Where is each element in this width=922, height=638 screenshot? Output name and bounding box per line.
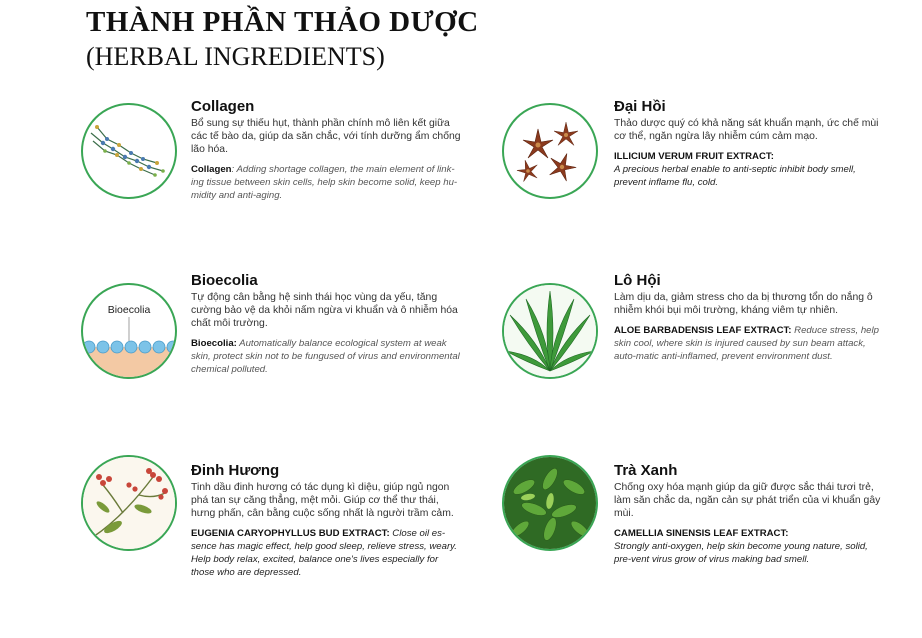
- ingredient-en-label: ILLICIUM VERUM FRUIT EXTRACT:: [614, 151, 774, 162]
- ingredient-en-label: CAMELLIA SINENSIS LEAF EXTRACT:: [614, 528, 789, 539]
- ingredient-dai-hoi: [614, 98, 882, 189]
- ingredient-lo-hoi: [614, 272, 884, 363]
- ingredient-description-vi: Tự động cân bằng hệ sinh thái học vùng da yếu, tăng cường bảo vệ da khỏi nấm ngừa vi khuẩn và ô nhiễm hóa chất môi trường.: [191, 292, 458, 329]
- ingredient-dinh-huong: [191, 462, 459, 579]
- ingredient-description-en: [614, 324, 884, 363]
- bioecolia-skin-icon: [81, 283, 177, 379]
- ingredient-name: Collagen: [191, 98, 255, 115]
- ingredient-collagen: [191, 98, 463, 202]
- ingredient-description-en: [191, 337, 463, 376]
- ingredient-en-text: A precious herbal enable to anti-septic inhibit body smell, prevent inflame flu, cold.: [614, 164, 856, 188]
- ingredient-description-en: [191, 163, 463, 202]
- ingredient-en-label: ALOE BARBADENSIS LEAF EXTRACT:: [614, 325, 792, 336]
- bioecolia-image-label: Bioecolia: [107, 304, 151, 316]
- page-title: THÀNH PHẦN THẢO DƯỢC: [86, 6, 479, 38]
- aloe-vera-icon: [502, 283, 598, 379]
- ingredient-name: Đại Hồi: [614, 98, 666, 115]
- ingredient-name: Lô Hội: [614, 272, 661, 289]
- ingredient-name: Đinh Hương: [191, 462, 280, 479]
- ingredient-en-text: Close oil es-sence has magic effect, help good sleep, relieve stress, weary. Help body relax, excited, balance one's lives especially for those who are depressed.: [191, 528, 457, 578]
- ingredient-en-text: Strongly anti-oxygen, help skin become young nature, solid, pre-vent virus grow of virus making bad smell.: [614, 541, 868, 565]
- star-anise-icon: [502, 103, 598, 199]
- ingredient-en-text: Reduce stress, help skin cool, where skin is injured caused by sun beam attack, auto-matic anti-inflamed, prevent environment dust.: [614, 325, 879, 362]
- ingredient-description-vi: Làm dịu da, giảm stress cho da bị thương tổn do nắng ô nhiễm khói bụi môi trường, kháng viêm tự nhiên.: [614, 292, 873, 316]
- ingredient-description-vi: Tinh dầu đinh hương có tác dụng kì diệu, giúp ngủ ngon phá tan sự căng thẳng, mệt mỏi. Giúp cơ thể thư thái, hưng phấn, cân bằng cuộc sống nhất là người trầm cảm.: [191, 482, 454, 519]
- ingredient-bioecolia: [191, 272, 463, 376]
- ingredient-description-en: [191, 527, 459, 579]
- ingredient-description-vi: Chống oxy hóa mạnh giúp da giữ được sắc thái tươi trẻ, làm săn chắc da, ngăn cản sự phát triển của vi khuẩn gây mùi.: [614, 482, 881, 519]
- ingredient-description-en: [614, 150, 882, 189]
- collagen-molecule-icon: [81, 103, 177, 199]
- ingredient-name: Trà Xanh: [614, 462, 678, 479]
- ingredient-en-text: : Adding shortage collagen, the main element of link-ing tissue between skin cells, help skin become solid, keep hu-midity and anti-aging.: [191, 164, 458, 201]
- clove-flower-icon: [81, 455, 177, 551]
- ingredient-description-vi: Bổ sung sự thiếu hụt, thành phần chính mô liên kết giữa các tế bào da, giúp da săn chắc, với tính dưỡng ẩm chống lão hóa.: [191, 118, 461, 155]
- ingredient-en-label: Collagen: [191, 164, 232, 175]
- green-tea-icon: [502, 455, 598, 551]
- ingredient-en-label: Bioecolia:: [191, 338, 237, 349]
- ingredient-description-en: [614, 527, 884, 566]
- page-subtitle: (HERBAL INGREDIENTS): [86, 42, 385, 71]
- ingredient-description-vi: Thảo dược quý có khả năng sát khuẩn mạnh, ức chế mùi cơ thể, ngăn ngừa lây nhiễm cúm cảm mạo.: [614, 118, 879, 142]
- ingredient-en-text: Automatically balance ecological system at weak skin, protect skin not to be fungused of virus and environmental chemical polluted.: [191, 338, 460, 375]
- ingredient-tra-xanh: [614, 462, 884, 566]
- ingredient-en-label: EUGENIA CARYOPHYLLUS BUD EXTRACT:: [191, 528, 390, 539]
- ingredient-name: Bioecolia: [191, 272, 258, 289]
